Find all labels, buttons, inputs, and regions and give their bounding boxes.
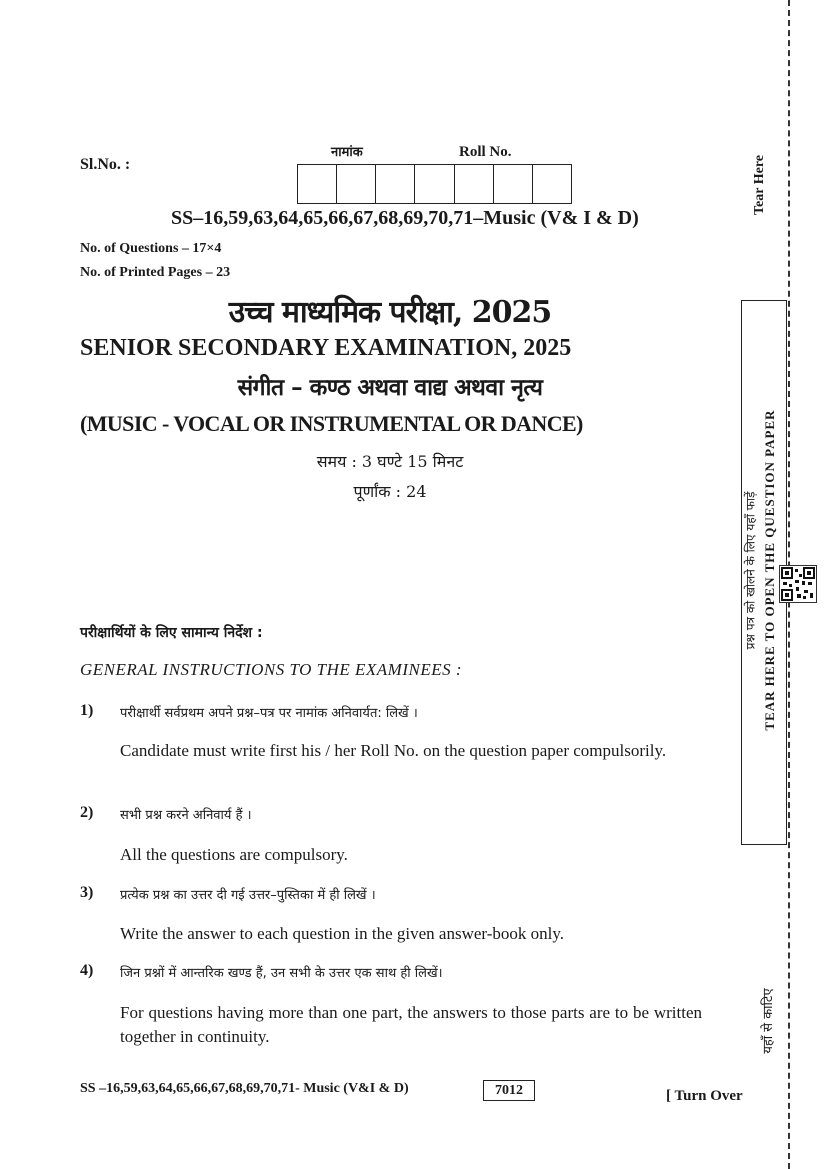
tear-here-label: Tear Here (752, 155, 767, 216)
roll-digit-box[interactable] (533, 165, 571, 203)
total-marks: पूर्णांक : 24 (353, 482, 427, 501)
roll-digit-box[interactable] (415, 165, 454, 203)
exam-title-hindi: उच्च माध्यमिक परीक्षा, 2025 (228, 295, 552, 330)
roll-digit-box[interactable] (298, 165, 337, 203)
cut-here-label-hindi: यहाँ से काटिए (761, 988, 776, 1054)
turn-over-label: [ Turn Over (666, 1088, 743, 1104)
instructions-heading-hindi: परीक्षार्थियों के लिए सामान्य निर्देश : (80, 625, 263, 641)
roll-number-boxes (297, 164, 572, 204)
instruction-number: 1) (80, 702, 94, 719)
number-of-questions: No. of Questions – 17×4 (80, 241, 222, 256)
exam-duration: समय : 3 घण्टे 15 मिनट (316, 452, 464, 471)
roll-number-label: Roll No. (459, 144, 512, 160)
footer-paper-code: SS –16,59,63,64,65,66,67,68,69,70,71- Music (V&I & D) (80, 1081, 409, 1096)
roll-digit-box[interactable] (494, 165, 533, 203)
roll-digit-box[interactable] (455, 165, 494, 203)
instructions-heading: GENERAL INSTRUCTIONS TO THE EXAMINEES : (80, 660, 463, 679)
roll-number-label-hindi: नामांक (331, 145, 363, 160)
subject-title-hindi: संगीत – कण्ठ अथवा वाद्य अथवा नृत्य (237, 374, 543, 401)
tear-instruction-hindi: प्रश्न पत्र को खोलने के लिए यहाँ फाड़ें (743, 491, 758, 650)
roll-digit-box[interactable] (337, 165, 376, 203)
instruction-text-hindi: प्रत्येक प्रश्न का उत्तर दी गई उत्तर–पुस्तिका में ही लिखें । (120, 888, 376, 903)
paper-number-box: 7012 (483, 1080, 535, 1101)
instruction-number: 2) (80, 804, 94, 821)
instruction-number: 3) (80, 884, 94, 901)
instruction-number: 4) (80, 962, 94, 979)
instruction-text: Write the answer to each question in the given answer-book only. (120, 924, 564, 943)
paper-code: SS–16,59,63,64,65,66,67,68,69,70,71–Music (V& I & D) (171, 207, 639, 229)
instruction-text-hindi: सभी प्रश्न करने अनिवार्य हैं । (120, 808, 252, 823)
subject-title: (MUSIC - VOCAL OR INSTRUMENTAL OR DANCE) (80, 411, 583, 436)
tear-instruction: TEAR HERE TO OPEN THE QUESTION PAPER (762, 409, 777, 731)
instruction-text: For questions having more than one part, the answers to those parts are to be written together in continuity. (120, 1003, 702, 1046)
exam-title: SENIOR SECONDARY EXAMINATION, 2025 (80, 335, 572, 361)
roll-digit-box[interactable] (376, 165, 415, 203)
instruction-text-hindi: परीक्षार्थी सर्वप्रथम अपने प्रश्न–पत्र पर नामांक अनिवार्यत: लिखें । (120, 706, 418, 721)
serial-number-label: Sl.No. : (80, 156, 131, 173)
qr-code-icon (779, 565, 817, 603)
number-of-pages: No. of Printed Pages – 23 (80, 265, 231, 280)
instruction-text: All the questions are compulsory. (120, 845, 348, 864)
instruction-text: Candidate must write first his / her Roll No. on the question paper compulsorily. (120, 741, 667, 760)
instruction-text-hindi: जिन प्रश्नों में आन्तरिक खण्ड हैं, उन सभी के उत्तर एक साथ ही लिखें। (120, 966, 443, 981)
